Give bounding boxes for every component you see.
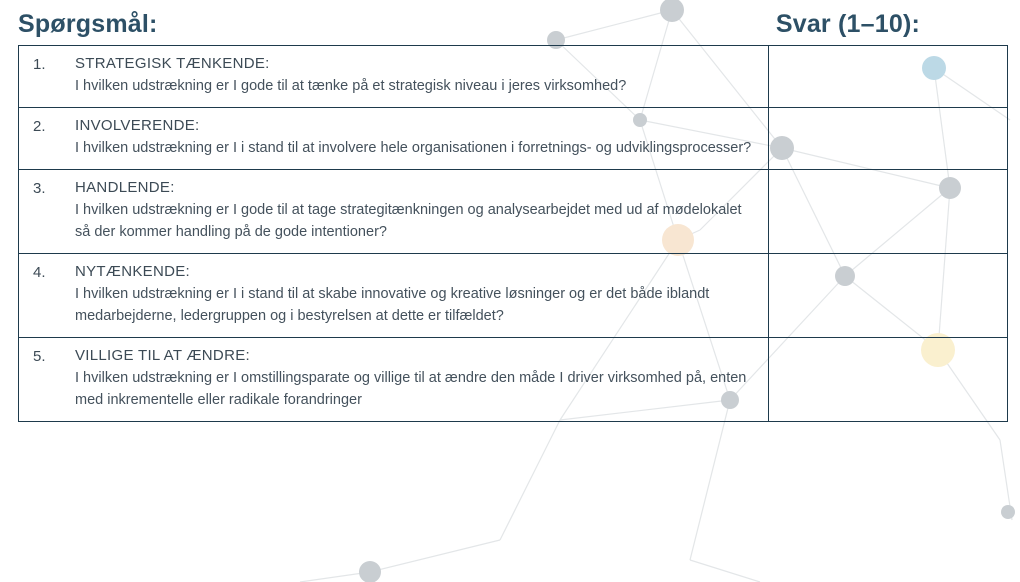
question-title: INVOLVERENDE: xyxy=(75,117,200,135)
page-title-answers: Svar (1–10): xyxy=(775,10,920,38)
question-cell xyxy=(19,108,769,169)
table-row xyxy=(19,170,1007,254)
question-body: I hvilken udstrækning er I omstillingsparate og villige til at ændre den måde I driver virksomhed på, enten med inkrementelle eller radikale forandringer xyxy=(75,370,747,409)
question-number: 3. xyxy=(33,180,46,198)
question-body: I hvilken udstrækning er I i stand til at involvere hele organisationen i forretnings- og udviklingsprocesser? xyxy=(75,140,752,157)
question-title: NYTÆNKENDE: xyxy=(75,263,190,281)
question-title: VILLIGE TIL AT ÆNDRE: xyxy=(75,347,250,365)
answer-cell[interactable] xyxy=(769,254,1007,337)
question-cell xyxy=(19,170,769,253)
answer-cell[interactable] xyxy=(769,108,1007,169)
question-number: 5. xyxy=(33,348,46,366)
question-number: 1. xyxy=(33,56,46,73)
question-cell xyxy=(19,46,769,107)
answer-cell[interactable] xyxy=(769,338,1007,421)
question-title: STRATEGISK TÆNKENDE: xyxy=(75,55,270,72)
table-row xyxy=(19,254,1007,338)
question-number: 4. xyxy=(33,264,46,282)
question-cell xyxy=(19,338,769,421)
table-row xyxy=(19,338,1007,421)
question-title: HANDLENDE: xyxy=(75,179,175,197)
question-body: I hvilken udstrækning er I i stand til at skabe innovative og kreative løsninger og er det både iblandt medarbejderne, ledergruppen og i bestyrelsen at dette er tilfældet? xyxy=(75,286,710,325)
question-cell xyxy=(19,254,769,337)
answer-cell[interactable] xyxy=(769,46,1007,107)
questionnaire-table xyxy=(18,45,1008,422)
table-row xyxy=(19,46,1007,108)
answer-cell[interactable] xyxy=(769,170,1007,253)
table-row xyxy=(19,108,1007,170)
page-title-questions: Spørgsmål: xyxy=(18,10,158,38)
headings-row xyxy=(0,0,1020,45)
question-body: I hvilken udstrækning er I gode til at tage strategitænkningen og analysearbejdet med ud af mødelokalet så der kommer handling på de gode intentioner? xyxy=(75,202,742,241)
question-body: I hvilken udstrækning er I gode til at tænke på et strategisk niveau i jeres virksomhed? xyxy=(75,78,627,94)
question-number: 2. xyxy=(33,118,46,136)
